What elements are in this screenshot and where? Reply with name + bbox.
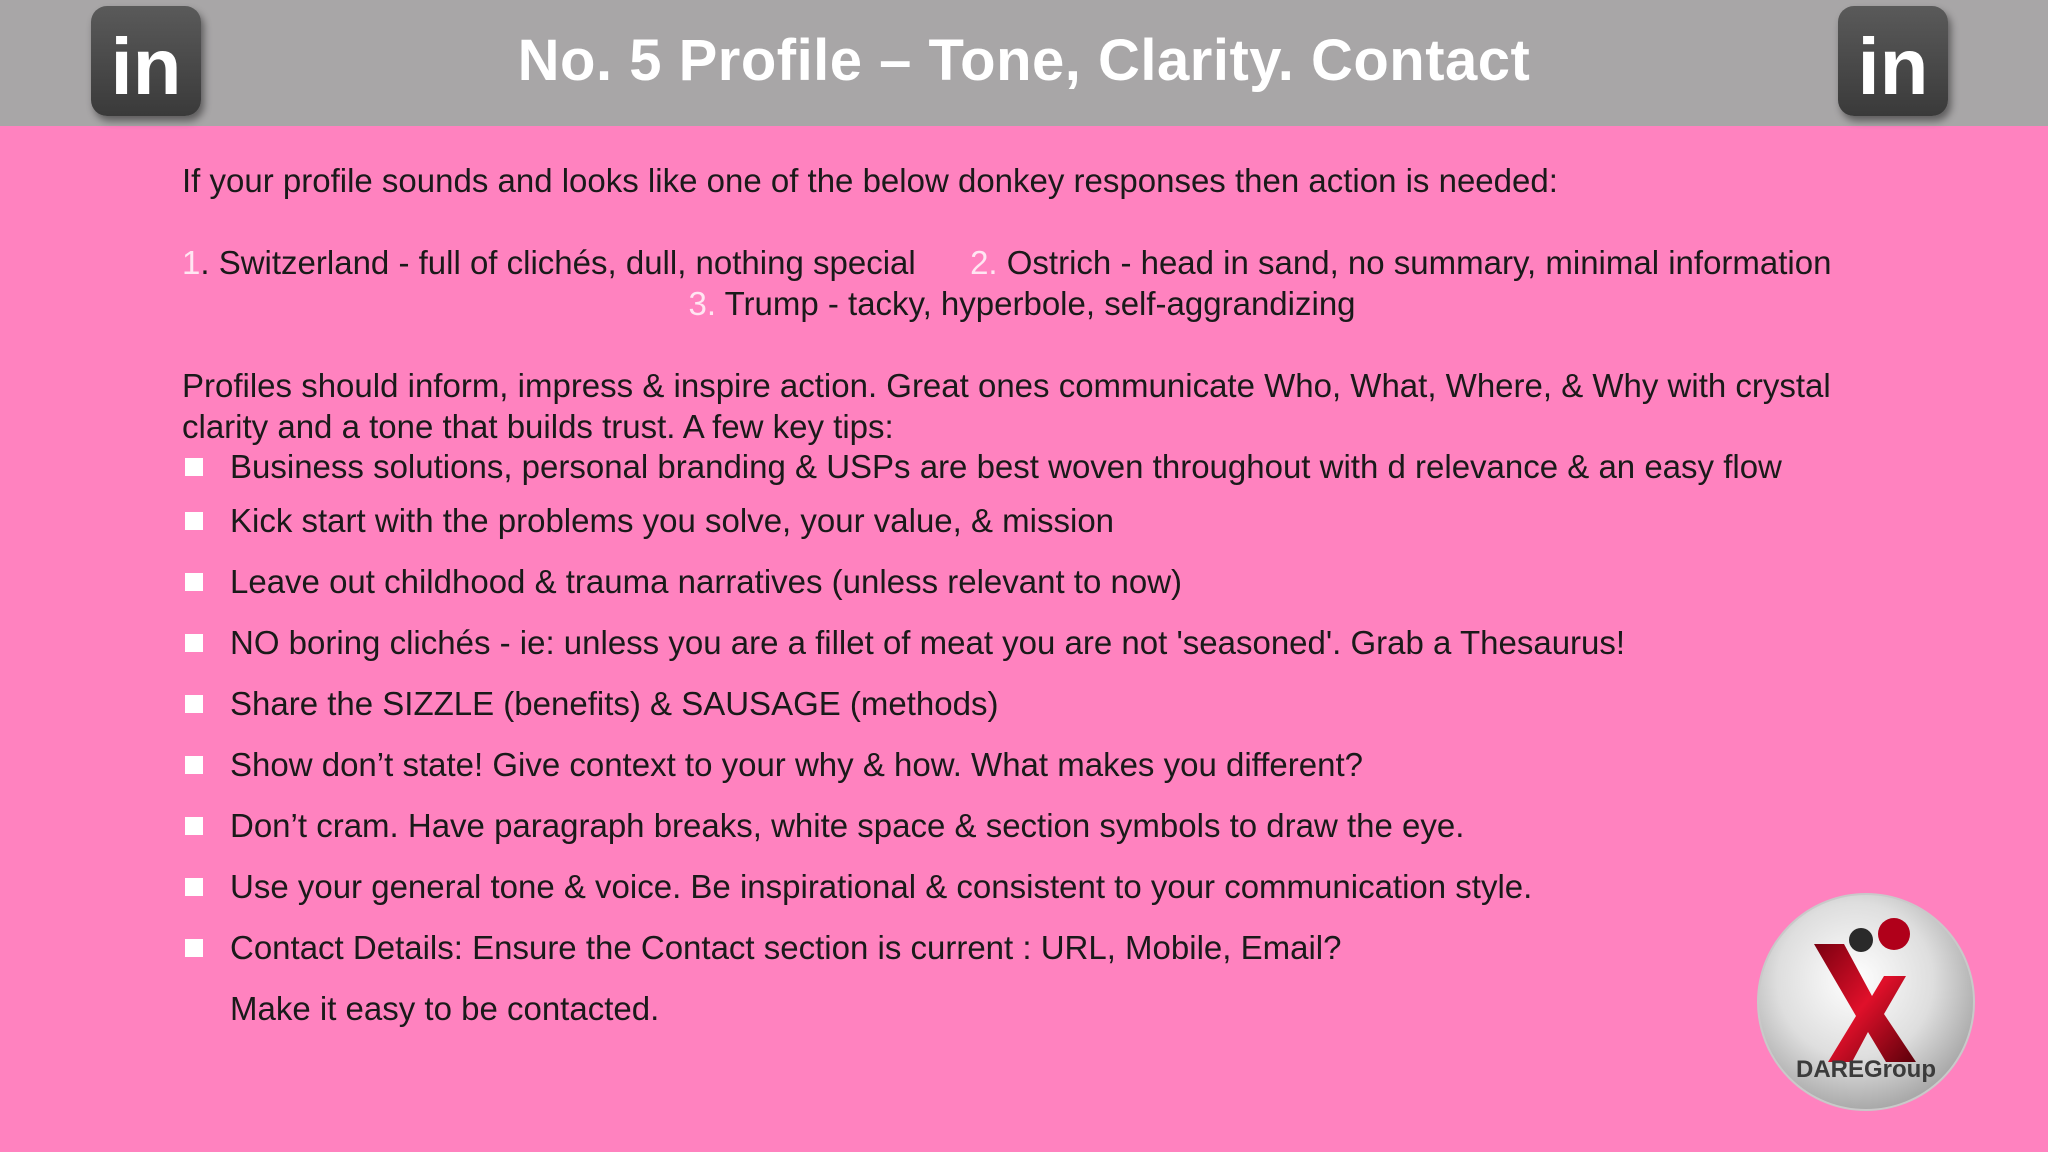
response-separator: . xyxy=(200,244,219,281)
response-text: Trump - tacky, hyperbole, self-aggrandizing xyxy=(724,285,1356,322)
response-number: 3. xyxy=(688,285,716,322)
summary-paragraph: Profiles should inform, impress & inspire action. Great ones communicate Who, What, Where, & Why with crystal clarity and a tone that builds trust. A few key tips: xyxy=(182,367,1831,445)
tip-text: Business solutions, personal branding & USPs are best woven throughout with d relevance & an easy flow xyxy=(230,448,1782,485)
square-bullet-icon xyxy=(185,878,203,896)
response-separator xyxy=(998,244,1007,281)
tip-text: Don’t cram. Have paragraph breaks, white space & section symbols to draw the eye. xyxy=(230,807,1465,844)
square-bullet-icon xyxy=(185,512,203,530)
tip-text: NO boring clichés - ie: unless you are a fillet of meat you are not 'seasoned'. Grab a Thesaurus! xyxy=(230,624,1626,661)
svg-text:in: in xyxy=(1857,22,1929,111)
tip-text: Contact Details: Ensure the Contact section is current : URL, Mobile, Email? xyxy=(230,929,1342,966)
daregroup-logo xyxy=(1756,892,1976,1112)
square-bullet-icon xyxy=(185,756,203,774)
logo-text: DAREGroup xyxy=(1796,1056,1936,1083)
intro-text: If your profile sounds and looks like one of the below donkey responses then action is needed: xyxy=(182,162,1558,199)
response-text: Ostrich - head in sand, no summary, minimal information xyxy=(1006,244,1832,281)
square-bullet-icon xyxy=(185,817,203,835)
square-bullet-icon xyxy=(185,695,203,713)
square-bullet-icon xyxy=(185,458,203,476)
header-bar xyxy=(0,0,2048,126)
svg-text:in: in xyxy=(110,22,182,111)
responses-row-2 xyxy=(182,283,1862,324)
square-bullet-icon xyxy=(185,939,203,957)
slide-title: No. 5 Profile – Tone, Clarity. Contact xyxy=(517,28,1531,93)
tip-text: Use your general tone & voice. Be inspirational & consistent to your communication style. xyxy=(230,868,1533,905)
response-separator xyxy=(716,285,725,322)
tip-text: Share the SIZZLE (benefits) & SAUSAGE (methods) xyxy=(230,685,999,722)
response-number: 1 xyxy=(182,244,201,281)
tip-text: Kick start with the problems you solve, your value, & mission xyxy=(230,502,1115,539)
linkedin-icon xyxy=(1838,6,1948,116)
square-bullet-icon xyxy=(185,634,203,652)
tip-continuation: Make it easy to be contacted. xyxy=(230,990,660,1027)
responses-row-1 xyxy=(182,242,1831,283)
response-text: Switzerland - full of clichés, dull, nothing special xyxy=(218,244,916,281)
tip-text: Leave out childhood & trauma narratives (unless relevant to now) xyxy=(230,563,1183,600)
square-bullet-icon xyxy=(185,573,203,591)
tip-text: Show don’t state! Give context to your why & how. What makes you different? xyxy=(230,746,1363,783)
response-number: 2. xyxy=(970,244,998,281)
